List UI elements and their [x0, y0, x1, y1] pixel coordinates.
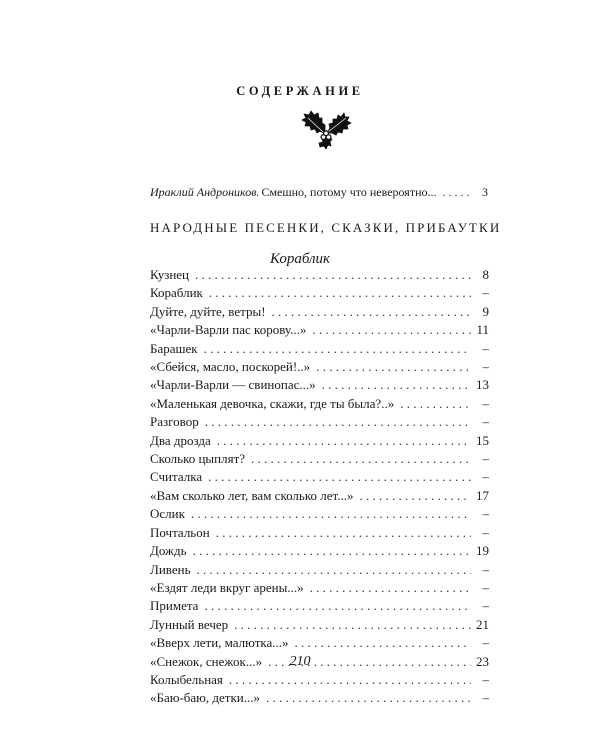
intro-page-number: 3 — [482, 185, 488, 199]
toc-entry — [150, 468, 489, 486]
toc-entry — [150, 671, 489, 689]
toc-entry-title: «Вам сколько лет, вам сколько лет...» — [150, 487, 354, 503]
dot-leader — [359, 487, 471, 505]
dot-leader — [195, 266, 471, 284]
dot-leader — [209, 284, 471, 302]
toc-entry — [150, 432, 489, 450]
intro-author: Ираклий Андроников. — [150, 185, 260, 199]
toc-entry-page: 11 — [476, 322, 489, 338]
toc-list — [150, 266, 489, 708]
toc-entry — [150, 542, 489, 560]
toc-entry — [150, 634, 489, 652]
toc-entry-title: Лунный вечер — [150, 616, 229, 632]
toc-entry — [150, 487, 489, 505]
toc-entry-page: – — [482, 340, 489, 356]
dot-leader — [400, 395, 471, 413]
toc-entry-page: 17 — [476, 487, 489, 503]
toc-entry-page: 23 — [476, 653, 489, 669]
toc-entry-title: Примета — [150, 598, 199, 614]
toc-entry-page: – — [482, 579, 489, 595]
dot-leader — [204, 340, 471, 358]
toc-entry-page: – — [482, 469, 489, 485]
dot-leader — [312, 321, 471, 339]
toc-entry — [150, 284, 489, 302]
dot-leader — [322, 376, 471, 394]
toc-entry — [150, 561, 489, 579]
toc-entry — [150, 616, 489, 634]
toc-entry-title: Сколько цыплят? — [150, 451, 246, 467]
toc-entry-title: «Сбейся, масло, поскорей!..» — [150, 359, 311, 375]
toc-entry-title: Ливень — [150, 561, 191, 577]
toc-intro-entry — [150, 184, 488, 200]
toc-entry-page: 21 — [476, 616, 489, 632]
toc-entry-page: – — [482, 598, 489, 614]
toc-entry-page: – — [482, 285, 489, 301]
dot-leader — [310, 579, 471, 597]
toc-entry — [150, 303, 489, 321]
dot-leader — [295, 634, 471, 652]
toc-entry-title: «Маленькая девочка, скажи, где ты была?..» — [150, 395, 395, 411]
dot-leader — [204, 597, 471, 615]
page-number: 210 — [289, 654, 311, 669]
subsection-heading: Кораблик — [269, 251, 331, 267]
dot-leader — [217, 432, 471, 450]
toc-entry-title: Дуйте, дуйте, ветры! — [150, 303, 266, 319]
toc-entry-page: – — [482, 395, 489, 411]
toc-entry-title: Почтальон — [150, 524, 210, 540]
toc-entry-title: «Баю-баю, детки...» — [150, 690, 260, 706]
dot-leader — [266, 689, 471, 707]
page-title: СОДЕРЖАНИЕ — [236, 84, 364, 98]
toc-entry-page: – — [482, 635, 489, 651]
toc-entry — [150, 395, 489, 413]
toc-entry-page: 19 — [476, 543, 489, 559]
toc-entry-title: Считалка — [150, 469, 203, 485]
toc-entry — [150, 376, 489, 394]
toc-entry — [150, 358, 489, 376]
toc-entry-title: Кузнец — [150, 267, 190, 282]
toc-entry — [150, 340, 489, 358]
toc-entry-page: 9 — [482, 303, 489, 319]
section-heading: НАРОДНЫЕ ПЕСЕНКИ, СКАЗКИ, ПРИБАУТКИ — [150, 220, 502, 235]
toc-entry-page: – — [482, 414, 489, 430]
toc-entry-page: – — [482, 506, 489, 522]
dot-leader — [208, 468, 471, 486]
intro-title: Смешно, потому что невероятно... — [261, 185, 437, 199]
dot-leader — [229, 671, 471, 689]
toc-entry-page: – — [482, 524, 489, 540]
toc-entry — [150, 450, 489, 468]
dot-leader — [234, 616, 471, 634]
toc-entry — [150, 505, 489, 523]
holly-leaves-icon — [296, 106, 356, 154]
toc-entry-page: – — [482, 671, 489, 687]
toc-entry-title: Барашек — [150, 340, 198, 356]
toc-entry-page: 13 — [476, 377, 489, 393]
toc-entry-title: Два дрозда — [150, 432, 211, 448]
toc-entry-title: Кораблик — [150, 285, 203, 301]
dot-leader — [251, 450, 471, 468]
toc-entry-page: – — [482, 359, 489, 375]
dot-leader — [272, 303, 471, 321]
dot-leader — [216, 524, 471, 542]
toc-entry — [150, 524, 489, 542]
toc-entry-page: – — [482, 451, 489, 467]
dot-leader — [205, 413, 471, 431]
toc-entry-title: «Снежок, снежок...» — [150, 653, 263, 669]
toc-entry-title: Разговор — [150, 414, 199, 430]
toc-entry-title: Колыбельная — [150, 671, 223, 687]
toc-entry — [150, 597, 489, 615]
dot-leader — [191, 505, 471, 523]
toc-entry-title: «Вверх лети, малютка...» — [150, 635, 289, 651]
toc-entry-page: 15 — [476, 432, 489, 448]
toc-entry — [150, 579, 489, 597]
dot-leader — [193, 542, 471, 560]
toc-entry-title: Ослик — [150, 506, 185, 522]
toc-entry — [150, 321, 489, 339]
toc-entry-page: – — [482, 690, 489, 706]
toc-entry-title: «Чарли-Варли — свинопас...» — [150, 377, 316, 393]
toc-entry-page: 8 — [482, 267, 489, 282]
dot-leader — [316, 358, 471, 376]
dot-leader — [197, 561, 472, 579]
toc-entry-title: Дождь — [150, 543, 187, 559]
dot-leader — [443, 184, 473, 200]
toc-entry-title: «Чарли-Варли пас корову...» — [150, 322, 307, 338]
toc-entry — [150, 689, 489, 707]
toc-entry-page: – — [482, 561, 489, 577]
toc-entry — [150, 413, 489, 431]
toc-entry — [150, 266, 489, 284]
toc-entry-title: «Ездят леди вкруг арены...» — [150, 579, 304, 595]
